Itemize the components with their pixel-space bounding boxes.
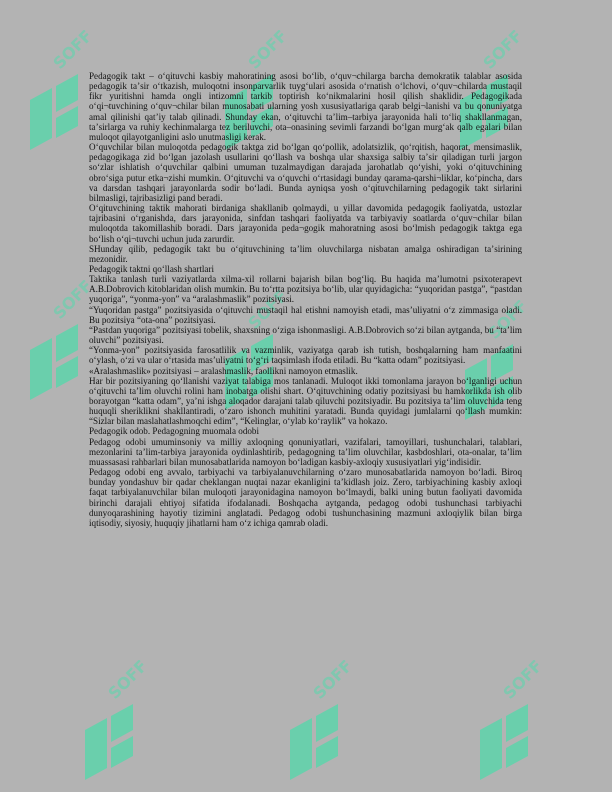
svg-text:SOFF: SOFF xyxy=(309,660,357,703)
paragraph: «Aralashmaslik» pozitsiyasi – aralashmaslik, faollikni namoyon etmaslik. xyxy=(89,365,358,376)
paragraph: “Yonma-yon” pozitsiyasida farosatlilik va vazminlik, vaziyatga qarab ish tutish, boshqalarning ham manfaatini oʻylash, oʻzi va ular oʻrtasida masʼuliyatni toʻgʻri taqsimlash ifoda etiladi. Bu “katta odam” pozitsiyasi. xyxy=(89,345,522,366)
paragraph: “Pastdan yuqoriga” pozitsiyasi tobelik, shaxsning oʻziga ishonmasligi. A.B.Dobrovich soʻzi bilan aytganda, bu “taʼlim oluvchi” pozitsiyasi. xyxy=(89,324,522,346)
paragraph: Pedagogik takt – oʻqituvchi kasbiy mahoratining asosi boʻlib, oʻquv¬chilarga barcha demokratik talablar asosida pedagogik taʼsir oʻtkazish, muloqotni insonparvarlik tuygʻulari asosida oʻrnatish oʻlchovi, oʻquv¬chilarda mustaqil fikr yuritishni hamda ongli intizomni tarkib toptirish koʻnikmalarini hosil qilish shaklidir. Pedagogikada oʻqi¬tuvchining oʻquv¬chilar bilan munosabati ularning yosh xususiyatlariga qarab belgi¬lanishi va bu qonuniyatga amal qilinishi qatʼiy talab qilinadi. Shunday ekan, oʻqituvchi taʼlim–tarbiya jarayonida hali toʻliq shakllanmagan, taʼsirlarga va ruhiy kechinmalarga tez beriluvchi, ota–onasining sevimli farzandi boʻlgan murgʻak qalb egalari bilan muloqot qilayotganligini aslo unutmasligi kerak. xyxy=(89,71,522,142)
svg-text:SOFF: SOFF xyxy=(49,280,97,323)
paragraph: Taktika tanlash turli vaziyatlarda xilma-xil rollarni bajarish bilan bogʻliq. Bu haqida maʼlumotni psixoterapevt A.B.Dobrovich kitoblaridan olish mumkin. Bu toʻrtta pozitsiya boʻlib, ular quyidagicha: “yuqoridan pastga”, “pastdan yuqoriga”, “yonma-yon” va “aralashmaslik” pozitsiyasi. xyxy=(89,274,522,305)
paragraph: Pedagog odobi eng avvalo, tarbiyachi va tarbiyalanuvchilarning oʻzaro munosabatlarida namoyon boʻladi. Biroq bunday yondashuv bir qadar cheklangan nuqtai nazar ekanligini taʼkidlash joiz. Zero, tarbiyachining kasbiy axloqi faqat tarbiyalanuvchilar bilan muloqoti jarayonidagina namoyon boʻlmaydi, balki uning butun faoliyati davomida birinchi darajali ehtiyoj sifatida ifodalanadi. Boshqacha aytganda, pedagog odobi tushunchasi tarbiyachi dunyoqarashining hayotiy tizimini anglatadi. Pedagog odobi tushunchasining mazmuni axloqiylik bilan birga iqtisodiy, siyosiy, huquqiy jihatlarni ham oʻz ichiga qamrab oladi. xyxy=(89,467,522,528)
document-body xyxy=(89,71,522,528)
watermark-logo xyxy=(75,660,165,780)
paragraph: Pedagog odobi umuminsoniy va milliy axloqning qonuniyatlari, vazifalari, tamoyillari, tushunchalari, talablari, mezonlarini taʼlim-tarbiya jarayonida oydinlashtirib, pedagogning taʼlim oluvchilar, kasbdoshlari, ota-onalar, taʼlim muassasasi rahbarlari bilan munosabatlarida namoyon boʻladigan kasbiy-axloqiy xususiyatlari yigʻindisidir. xyxy=(89,436,522,467)
svg-text:SOFF: SOFF xyxy=(104,660,152,703)
svg-text:SOFF: SOFF xyxy=(49,30,97,73)
paragraph: Har bir pozitsiyaning qoʻllanishi vaziyat talabiga mos tanlanadi. Muloqot ikki tomonlama jarayon boʻlganligi uchun oʻqituvchi taʼlim oluvchi rolini ham inobatga olishi shart. Oʻqituvchining odatiy pozitsiyasi bu hamkorlikda ish olib borayotgan “katta odam”, yaʼni ishga aloqador darajani talab qiluvchi pozitsiyadir. Bu pozitsiya taʼlim oluvchida teng huquqli sheriklikni shakllantiradi, oʻzaro ishonch muhitini yaratadi. Bunda quyidagi jumlalarni qoʻllash mumkin: “Sizlar bilan maslahatlashmoqchi edim”, “Kelinglar, oʻylab koʻraylik” va hokazo. xyxy=(89,375,522,427)
watermark-logo xyxy=(470,660,560,780)
paragraph: SHunday qilib, pedagogik takt bu oʻqituvchining taʼlim oluvchilarga nisbatan amalga oshiradigan taʼsirining mezonidir. xyxy=(89,243,522,264)
paragraph: Oʻqituvchining taktik mahorati birdaniga shakllanib qolmaydi, u yillar davomida pedagogik faoliyatda, ustozlar tajribasini oʻrganishda, dars jarayonida, sinfdan tashqari faoliyatda va tarbiyaviy soatlarda oʻquv¬chilar bilan muloqotda takomillashib boradi. Dars jarayonida peda¬gogik mahoratning asosi boʻlmish pedagogik taktga ega boʻlish oʻqi¬tuvchi uchun juda zarurdir. xyxy=(89,203,522,244)
section-heading: Pedagogik odob. Pedagogning muomala odobi xyxy=(89,426,259,437)
svg-text:SOFF: SOFF xyxy=(244,290,292,333)
paragraph: Oʻquvchilar bilan muloqotda pedagogik taktga zid boʻlgan qoʻpollik, adolatsizlik, qoʻrqitish, haqorat, mensimaslik, pedagogikaga zid boʻlgan jazolash usullarini qoʻllash va boshqa ular shaxsiga salbiy taʼsir qiladigan turli jargon soʻzlar ishlatish oʻquvchilar qalbini umuman tuzalmaydigan darajada jarohatlab qoʻyishi, yoki oʻqituvchining obroʻsiga putur etka¬zishi mumkin. Oʻqituvchi va oʻquvchi oʻrtasidagi bunday qarama-qarshi¬liklar, koʻpincha, dars va darsdan tashqari jarayonlarda sodir boʻladi. Bunda ayniqsa yosh oʻqituvchilarning pedagogik takt sirlarini bilmasligi, tajribasizligi pand beradi. xyxy=(89,142,522,203)
svg-text:SOFF: SOFF xyxy=(499,660,547,703)
svg-text:SOFF: SOFF xyxy=(244,30,292,73)
watermark-logo xyxy=(280,660,370,780)
paragraph: “Yuqoridan pastga” pozitsiyasida oʻqituvchi mustaqil hal etishni namoyish etadi, masʼuliyatni oʻz zimmasiga oladi. Bu pozitsiya “ota-ona” pozitsiyasi. xyxy=(89,304,522,325)
section-heading: Pedagogik taktni qoʻllash shartlari xyxy=(89,263,215,274)
svg-text:SOFF: SOFF xyxy=(484,300,532,343)
svg-text:SOFF: SOFF xyxy=(479,30,527,73)
